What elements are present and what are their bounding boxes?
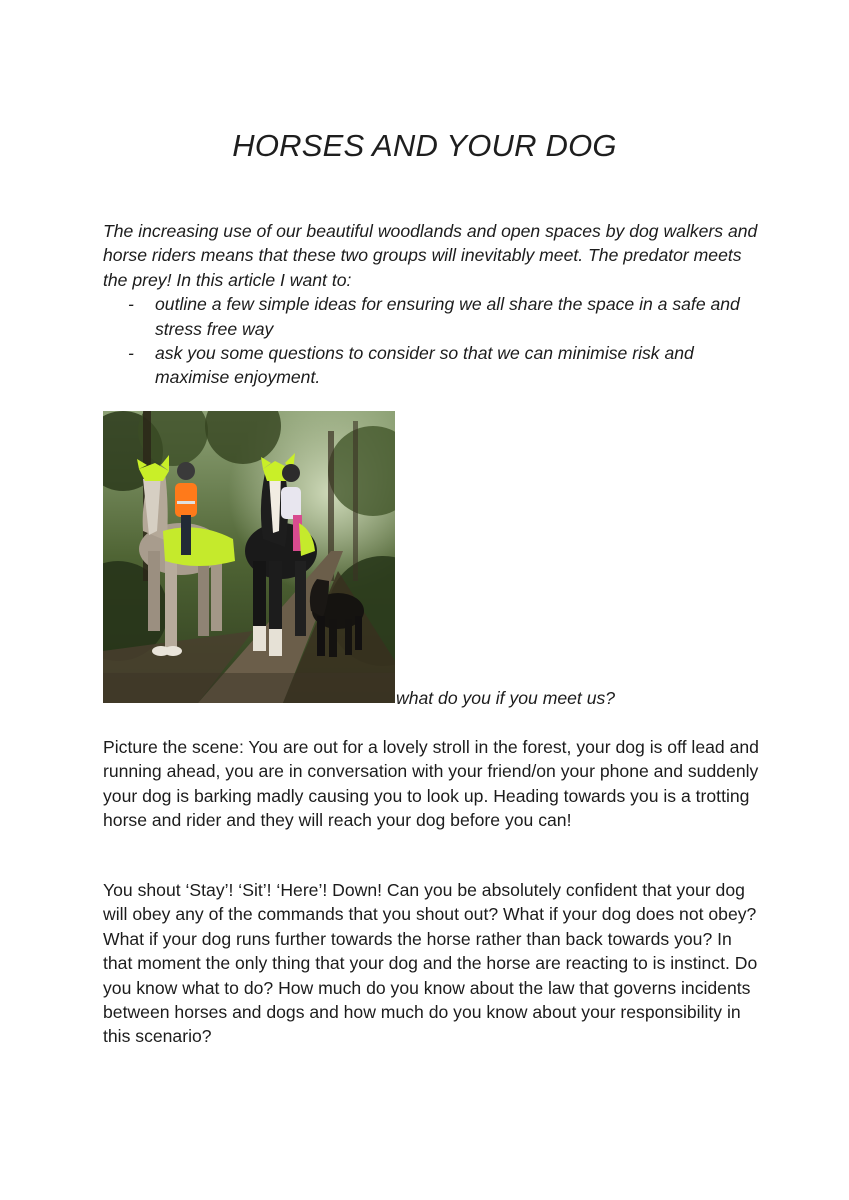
intro-bullet-text: outline a few simple ideas for ensuring we all share the space in a safe and stress free way bbox=[155, 294, 740, 339]
intro-section bbox=[103, 219, 763, 390]
horses-on-woodland-path-photo-icon bbox=[103, 411, 395, 703]
intro-bullet-list bbox=[103, 292, 763, 390]
body-paragraph: You shout ‘Stay’! ‘Sit’! ‘Here’! Down! Can you be absolutely confident that your dog will obey any of the commands that you shout out? What if your dog does not obey? What if your dog runs further towards the horse rather than back towards you? In that moment the only thing that your dog and the horse are reacting to is instinct. Do you know what to do? How much do you know about the law that governs incidents between horses and dogs and how much do you know about your responsibility in this scenario? bbox=[103, 880, 758, 1047]
page-title: HORSES AND YOUR DOG bbox=[232, 128, 617, 163]
horses-photo bbox=[103, 411, 395, 703]
bullet-dash: - bbox=[128, 343, 134, 364]
intro-text: The increasing use of our beautiful woodlands and open spaces by dog walkers and horse riders means that these two groups will inevitably meet. The predator meets the prey! In this article I want to: bbox=[103, 221, 758, 290]
bullet-dash: - bbox=[128, 294, 134, 315]
intro-bullet-text: ask you some questions to consider so that we can minimise risk and maximise enjoyment. bbox=[155, 343, 694, 388]
photo-caption: what do you if you meet us? bbox=[396, 688, 616, 708]
body-paragraph: Picture the scene: You are out for a lovely stroll in the forest, your dog is off lead and running ahead, you are in conversation with your friend/on your phone and suddenly your dog is barking madly causing you to look up. Heading towards you is a trotting horse and rider and they will reach your dog before you can! bbox=[103, 737, 759, 831]
intro-bullet-item bbox=[103, 341, 763, 390]
intro-bullet-item bbox=[103, 292, 763, 341]
